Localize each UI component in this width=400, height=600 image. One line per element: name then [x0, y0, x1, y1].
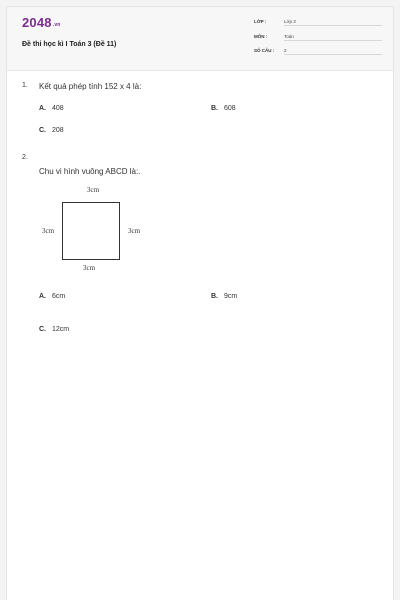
option-letter: A. [39, 105, 46, 112]
option-letter: B. [211, 293, 218, 300]
option-text: 12cm [52, 326, 70, 333]
option-letter: C. [39, 326, 46, 333]
question-1-option-c[interactable] [39, 127, 64, 134]
logo-suffix: .vn [52, 22, 61, 28]
site-logo[interactable] [22, 15, 61, 30]
meta-subject-label: MÔN : [254, 34, 268, 39]
question-1-option-a[interactable] [39, 105, 64, 112]
square-shape [63, 203, 120, 260]
option-text: 608 [224, 105, 236, 112]
meta-class-label: LỚP : [254, 19, 267, 24]
option-text: 408 [52, 105, 64, 112]
meta-count-label: SỐ CÂU : [254, 48, 275, 53]
question-2-option-c[interactable] [39, 326, 69, 333]
question-2-number: 2. [22, 154, 28, 161]
option-letter: A. [39, 293, 46, 300]
label-right: 3cm [127, 227, 141, 235]
label-bottom: 3cm [82, 264, 96, 272]
meta-class-value: Lớp 3 [284, 19, 382, 26]
label-left: 3cm [41, 227, 55, 235]
question-1-text: Kết quả phép tính 152 x 4 là: [39, 82, 142, 91]
question-2-option-b[interactable] [211, 293, 237, 300]
option-letter: B. [211, 105, 218, 112]
question-1-number: 1. [22, 82, 28, 89]
question-1-option-b[interactable] [211, 105, 236, 112]
meta-subject-row [254, 34, 384, 44]
question-2-text: Chu vi hình vuông ABCD là:. [39, 167, 141, 176]
logo-text: 2048 [22, 15, 52, 30]
option-text: 6cm [52, 293, 66, 300]
meta-count-value: 2 [284, 48, 382, 55]
meta-class-row [254, 19, 384, 29]
label-top: 3cm [86, 186, 100, 194]
exam-page [6, 6, 394, 600]
square-abcd-figure [36, 180, 141, 275]
meta-subject-value: Toán [284, 34, 382, 41]
exam-header [7, 7, 393, 71]
question-2-option-a[interactable] [39, 293, 65, 300]
option-text: 208 [52, 127, 64, 134]
exam-title: Đề thi học kì I Toán 3 (Đề 11) [22, 41, 117, 48]
option-text: 9cm [224, 293, 238, 300]
option-letter: C. [39, 127, 46, 134]
meta-count-row [254, 48, 384, 58]
